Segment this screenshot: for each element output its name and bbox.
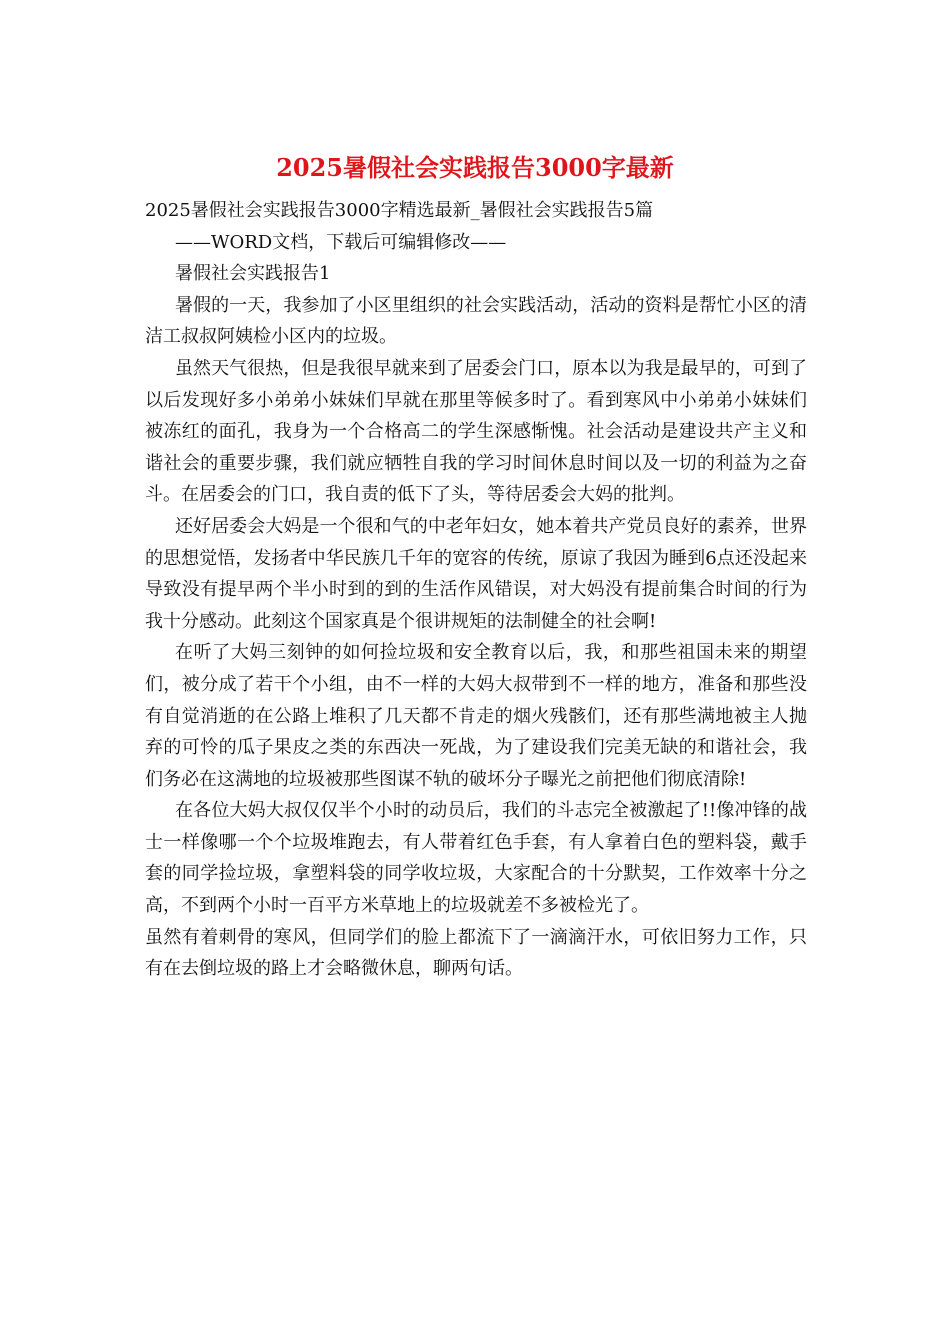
- body-paragraph: 暑假的一天，我参加了小区里组织的社会实践活动，活动的资料是帮忙小区的清洁工叔叔阿姨检小区内的垃圾。: [145, 294, 807, 348]
- body-paragraph: 还好居委会大妈是一个很和气的中老年妇女，她本着共产党员良好的素养，世界的思想觉悟，发扬者中华民族几千年的宽容的传统，原谅了我因为睡到6点还没起来导致没有提早两个半小时到的到的生活作风错误，对大妈没有提前集合时间的行为我十分感动。此刻这个国家真是个很讲规矩的法制健全的社会啊!: [145, 515, 807, 632]
- document-notice: ——WORD文档，下载后可编辑修改——: [175, 231, 507, 253]
- document-subtitle: 2025暑假社会实践报告3000字精选最新_暑假社会实践报告5篇: [145, 200, 654, 221]
- section-heading: 暑假社会实践报告1: [175, 263, 331, 285]
- body-paragraph: 在听了大妈三刻钟的如何捡垃圾和安全教育以后，我，和那些祖国未来的期望们，被分成了若干个小组，由不一样的大妈大叔带到不一样的地方，准备和那些没有自觉消逝的在公路上堆积了几天都不肯走的烟火残骸们，还有那些满地被主人抛弃的可怜的瓜子果皮之类的东西决一死战，为了建设我们完美无缺的和谐社会，我们务必在这满地的垃圾被那些图谋不轨的破坏分子曝光之前把他们彻底清除!: [145, 642, 807, 790]
- body-paragraph: 在各位大妈大叔仅仅半个小时的动员后，我们的斗志完全被激起了!!像冲锋的战士一样像哪一个个垃圾堆跑去，有人带着红色手套，有人拿着白色的塑料袋，戴手套的同学捡垃圾，拿塑料袋的同学收垃圾，大家配合的十分默契，工作效率十分之高，不到两个小时一百平方米草地上的垃圾就差不多被检光了。: [145, 800, 807, 917]
- body-paragraph: 虽然天气很热，但是我很早就来到了居委会门口，原本以为我是最早的，可到了以后发现好多小弟弟小妹妹们早就在那里等候多时了。看到寒风中小弟弟小妹妹们被冻红的面孔，我身为一个合格高二的学生深感惭愧。社会活动是建设共产主义和谐社会的重要步骤，我们就应牺牲自我的学习时间休息时间以及一切的利益为之奋斗。在居委会的门口，我自责的低下了头，等待居委会大妈的批判。: [145, 357, 807, 506]
- document-body: [145, 195, 807, 985]
- body-paragraph: 虽然有着刺骨的寒风，但同学们的脸上都流下了一滴滴汗水，可依旧努力工作，只有在去倒垃圾的路上才会略微休息，聊两句话。: [145, 926, 807, 980]
- document-title: 2025暑假社会实践报告3000字最新: [276, 153, 674, 182]
